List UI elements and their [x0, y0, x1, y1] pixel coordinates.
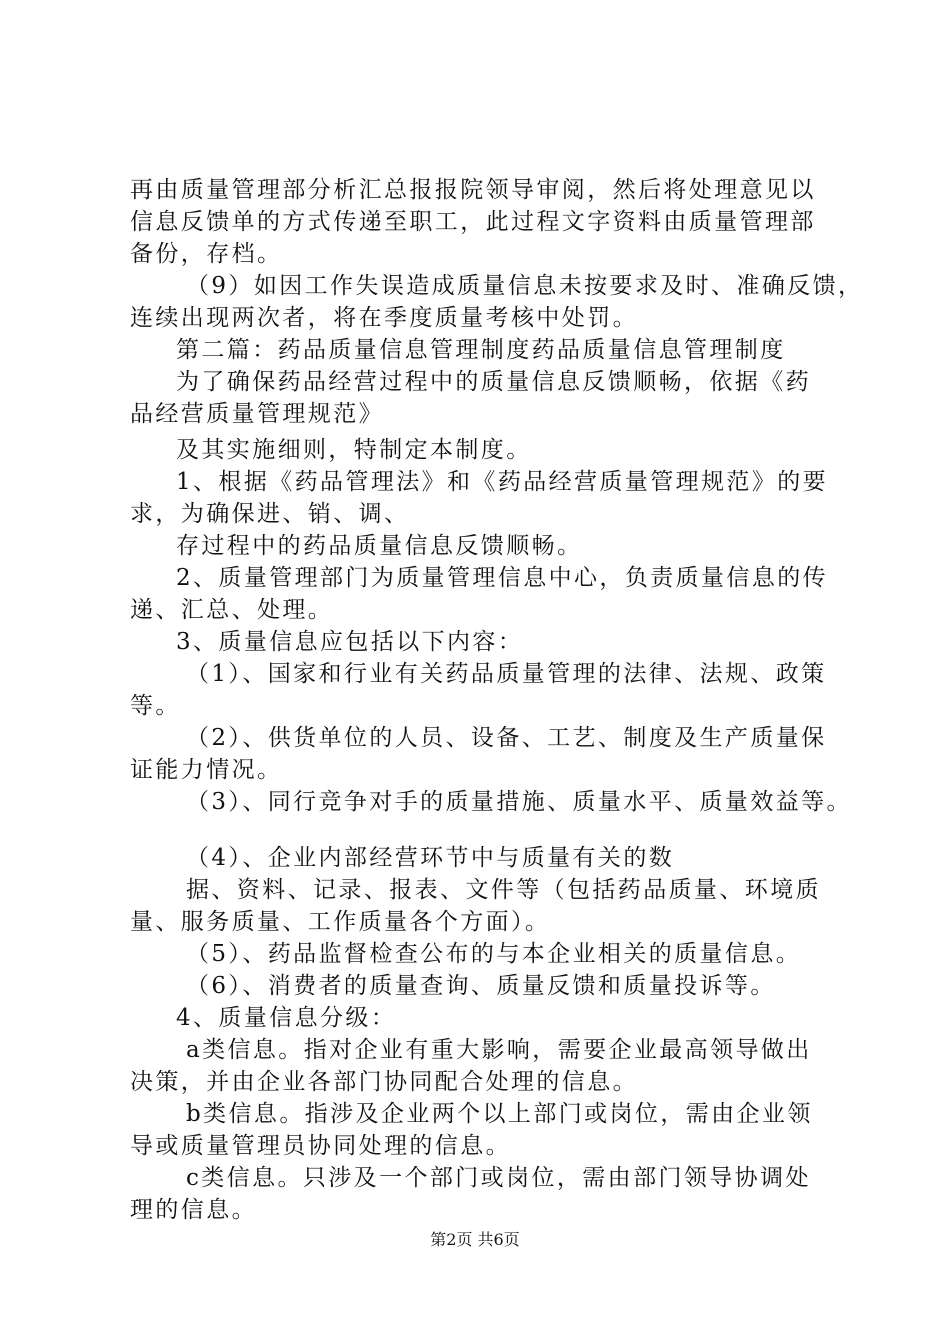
text-line: 量、服务质量、工作质量各个方面）。 [130, 909, 551, 935]
text-line: 再由质量管理部分析汇总报报院领导审阅，然后将处理意见以 [130, 177, 816, 203]
text-line: （6）、消费者的质量查询、质量反馈和质量投诉等。 [186, 973, 776, 999]
text-line: 导或质量管理员协同处理的信息。 [130, 1133, 511, 1159]
text-line: 品经营质量管理规范》 [130, 401, 384, 427]
text-line: 3、质量信息应包括以下内容： [176, 629, 524, 655]
text-line: 4、质量信息分级： [176, 1005, 397, 1031]
text-line: 存过程中的药品质量信息反馈顺畅。 [176, 533, 583, 559]
text-line: 连续出现两次者，将在季度质量考核中处罚。 [130, 305, 638, 331]
text-line: （4）、企业内部经营环节中与质量有关的数 [186, 845, 675, 871]
text-line: 据、资料、记录、报表、文件等（包括药品质量、环境质 [186, 877, 821, 903]
text-line: （1）、国家和行业有关药品质量管理的法律、法规、政策 [186, 661, 827, 687]
text-line: b类信息。指涉及企业两个以上部门或岗位，需由企业领 [186, 1101, 813, 1127]
text-line: 递、汇总、处理。 [130, 597, 334, 623]
text-line: 决策，并由企业各部门协同配合处理的信息。 [130, 1069, 638, 1095]
text-line: （9）如因工作失误造成质量信息未按要求及时、准确反馈， [186, 273, 864, 299]
text-line: 及其实施细则，特制定本制度。 [176, 437, 532, 463]
text-line: 求，为确保进、销、调、 [130, 501, 410, 527]
page-number-footer: 第2页 共6页 [430, 1230, 520, 1249]
text-line: （5）、药品监督检查公布的与本企业相关的质量信息。 [186, 941, 802, 967]
text-line: 备份，存档。 [130, 241, 283, 267]
text-line: 证能力情况。 [130, 757, 283, 783]
text-line: （3）、同行竞争对手的质量措施、质量水平、质量效益等。 [186, 789, 852, 815]
text-line: a类信息。指对企业有重大影响，需要企业最高领导做出 [186, 1037, 812, 1063]
section-heading: 第二篇：药品质量信息管理制度药品质量信息管理制度 [176, 337, 786, 363]
text-line: 为了确保药品经营过程中的质量信息反馈顺畅，依据《药 [176, 369, 811, 395]
text-line: 1、根据《药品管理法》和《药品经营质量管理规范》的要 [176, 469, 829, 495]
text-line: 理的信息。 [130, 1197, 257, 1223]
text-line: （2）、供货单位的人员、设备、工艺、制度及生产质量保 [186, 725, 827, 751]
text-line: 等。 [130, 693, 181, 719]
text-line: c类信息。只涉及一个部门或岗位，需由部门领导协调处 [186, 1165, 811, 1191]
text-line: 信息反馈单的方式传递至职工，此过程文字资料由质量管理部 [130, 209, 816, 235]
text-line: 2、质量管理部门为质量管理信息中心，负责质量信息的传 [176, 565, 829, 591]
